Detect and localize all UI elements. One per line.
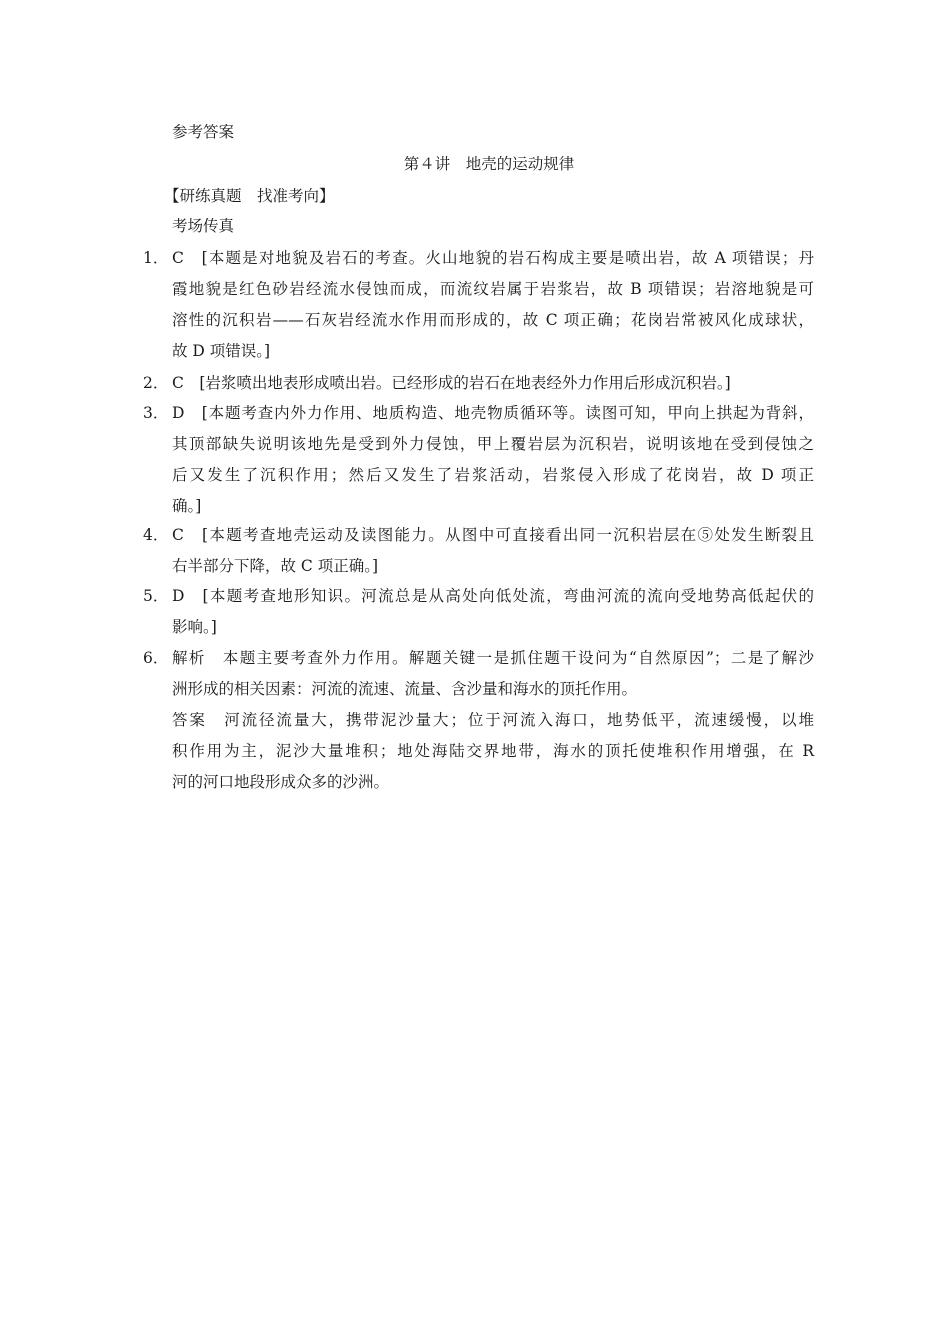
lecture-title: 第４讲 地壳的运动规律: [403, 155, 575, 173]
item-line: 溶性的沉积岩——石灰岩经流水作用而形成的，故 C 项正确；花岗岩常被风化成球状，: [172, 311, 814, 329]
item-number: 6．: [143, 649, 169, 667]
item-text: [172, 581, 814, 643]
item-line: 其顶部缺失说明该地先是受到外力侵蚀，甲上覆岩层为沉积岩，说明该地在受到侵蚀之: [172, 435, 814, 453]
item-text: [172, 398, 814, 522]
section-heading: 【研练真题 找准考向】: [164, 187, 335, 205]
item-line: D [本题考查地形知识。河流总是从高处向低处流，弯曲河流的流向受地势高低起伏的: [172, 587, 814, 605]
answer-line: 河的河口地段形成众多的沙洲。: [172, 773, 390, 791]
item-line: C [本题是对地貌及岩石的考查。火山地貌的岩石构成主要是喷出岩，故 A 项错误；丹: [172, 249, 814, 267]
item-line: 霞地貌是红色砂岩经流水侵蚀而成，而流纹岩属于岩浆岩，故 B 项错误；岩溶地貌是可: [172, 280, 814, 298]
answer-line: 答案 河流径流量大，携带泥沙量大；位于河流入海口，地势低平，流速缓慢，以堆: [172, 711, 814, 729]
item-line: 后又发生了沉积作用；然后又发生了岩浆活动，岩浆侵入形成了花岗岩，故 D 项正: [172, 466, 814, 484]
item-line: C [本题考查地壳运动及读图能力。从图中可直接看出同一沉积岩层在⑤处发生断裂且: [172, 526, 814, 544]
item-text: [172, 368, 814, 399]
item-line: 影响。]: [172, 618, 217, 636]
item-line: C [岩浆喷出地表形成喷出岩。已经形成的岩石在地表经外力作用后形成沉积岩。]: [172, 374, 731, 392]
item-line: 洲形成的相关因素：河流的流速、流量、含沙量和海水的顶托作用。: [172, 680, 638, 698]
item-number: 5．: [143, 587, 169, 605]
item-line: D [本题考查内外力作用、地质构造、地壳物质循环等。读图可知，甲向上拱起为背斜，: [172, 404, 814, 422]
item-line: 解析 本题主要考查外力作用。解题关键一是抓住题干设问为“自然原因”；二是了解沙: [172, 649, 814, 667]
item-number: 3．: [143, 404, 169, 422]
subsection-heading: 考场传真: [172, 217, 235, 235]
item-number: 2．: [143, 374, 169, 392]
item-text: [172, 243, 814, 367]
reference-answer-label: 参考答案: [172, 123, 235, 141]
item-number: 4．: [143, 526, 169, 544]
item-line: 右半部分下降，故 C 项正确。]: [172, 557, 379, 575]
item-line: 故 D 项错误。]: [172, 342, 271, 360]
answer-line: 积作用为主，泥沙大量堆积；地处海陆交界地带，海水的顶托使堆积作用增强，在 R: [172, 742, 814, 760]
item-text: [172, 643, 814, 705]
item-number: 1．: [143, 249, 169, 267]
item-line: 确。]: [172, 497, 202, 515]
item-text: [172, 520, 814, 582]
answer-block: [172, 705, 814, 798]
